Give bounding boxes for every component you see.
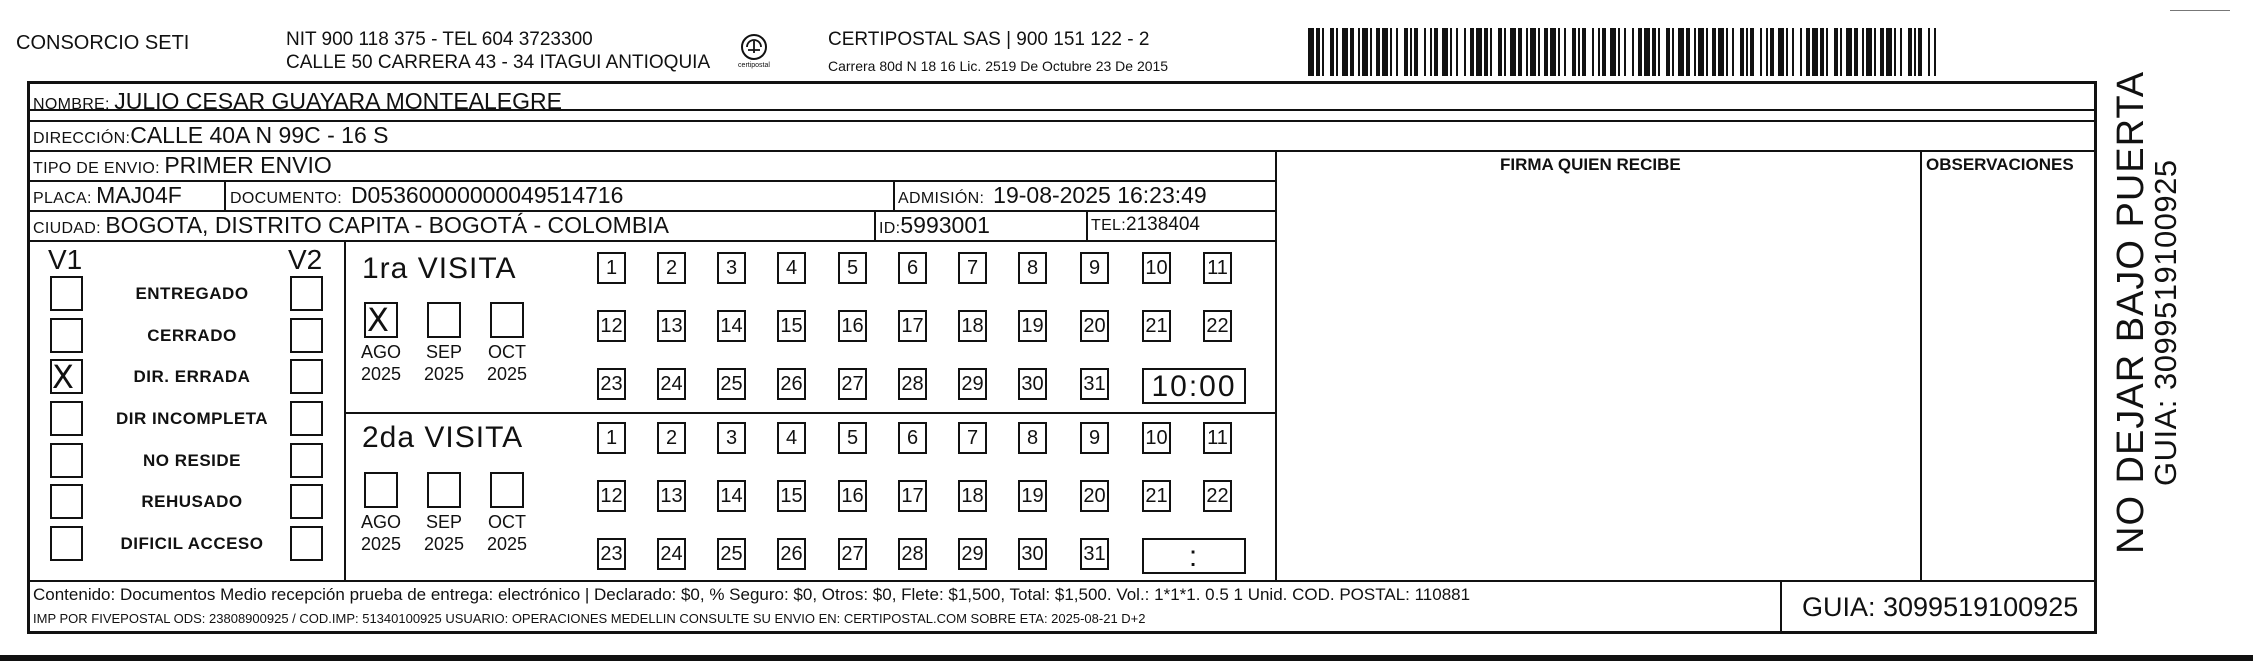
day-box[interactable]: 22 [1203,480,1232,512]
status-option-label: DIR INCOMPLETA [115,409,269,428]
admision-value: 19-08-2025 16:23:49 [993,182,1207,208]
tipo-envio-value: PRIMER ENVIO [164,152,332,178]
id-value: 5993001 [900,212,990,238]
day-box[interactable]: 13 [657,480,686,512]
day-box[interactable]: 14 [717,480,746,512]
side-warning: NO DEJAR BAJO PUERTA [2110,70,2152,554]
day-box[interactable]: 24 [657,368,686,400]
ciudad-field: CIUDAD: BOGOTA, DISTRITO CAPITA - BOGOTÁ - COLOMBIA [33,212,669,238]
day-box[interactable]: 26 [777,538,806,570]
month-checkbox[interactable] [364,472,398,508]
day-box[interactable]: 30 [1018,538,1047,570]
v2-checkbox[interactable] [290,318,323,353]
direccion-field: DIRECCIÓN:CALLE 40A N 99C - 16 S [33,122,389,148]
day-box[interactable]: 4 [777,422,806,454]
day-box[interactable]: 15 [777,480,806,512]
day-box[interactable]: 3 [717,422,746,454]
v2-checkbox[interactable] [290,401,323,436]
certipostal-line: CERTIPOSTAL SAS | 900 151 122 - 2 [828,29,1150,50]
certipostal-logo-icon [732,30,776,74]
day-box[interactable]: 7 [958,252,987,284]
status-option-label: DIR. ERRADA [133,367,251,386]
bottom-rule [0,655,2253,661]
year-label: 2025 [360,534,402,554]
day-box[interactable]: 6 [898,252,927,284]
license-line: Carrera 80d N 18 16 Lic. 2519 De Octubre 23 De 2015 [828,58,1169,74]
status-option-label: NO RESIDE [142,451,242,470]
day-box[interactable]: 28 [898,368,927,400]
day-box[interactable]: 14 [717,310,746,342]
documento-field: DOCUMENTO: D05360000000049514716 [230,182,624,208]
tipo-envio-field: TIPO DE ENVIO: PRIMER ENVIO [33,152,332,178]
year-label: 2025 [486,534,528,554]
v2-checkbox[interactable] [290,276,323,311]
month-checkbox[interactable] [490,302,524,338]
day-box[interactable]: 28 [898,538,927,570]
day-box[interactable]: 23 [597,368,626,400]
logo-caption: certipostal [738,62,770,69]
month-label: OCT [488,512,526,532]
day-box[interactable]: 22 [1203,310,1232,342]
month-checkbox[interactable] [427,472,461,508]
day-box[interactable]: 23 [597,538,626,570]
imp-line: IMP POR FIVEPOSTAL ODS: 23808900925 / COD.IMP: 51340100925 USUARIO: OPERACIONES MEDELLIN CONSULTE SU ENVIO EN: CERTIPOSTAL.COM SOBRE ETA: 2025-08-21 D+2 [33,611,1146,626]
month-label: OCT [488,342,526,362]
day-box[interactable]: 11 [1203,252,1232,284]
firma-header: FIRMA QUIEN RECIBE [1500,155,1681,174]
time-box[interactable]: 10:00 [1142,368,1246,404]
guide-frame [27,81,2097,634]
month-label: AGO [360,342,401,362]
day-box[interactable]: 8 [1018,252,1047,284]
v1-checkbox[interactable] [50,443,83,478]
admision-field: ADMISIÓN: 19-08-2025 16:23:49 [898,182,1207,208]
nombre-field: NOMBRE: JULIO CESAR GUAYARA MONTEALEGRE [33,88,562,114]
day-box[interactable]: 21 [1142,480,1171,512]
tel-value: 2138404 [1126,214,1200,235]
v1-checkbox[interactable] [50,276,83,311]
day-box[interactable]: 24 [657,538,686,570]
day-box[interactable]: 20 [1080,480,1109,512]
nombre-value: JULIO CESAR GUAYARA MONTEALEGRE [114,88,562,114]
v1-check-mark: X [52,358,74,396]
day-box[interactable]: 2 [657,252,686,284]
month-check-mark: X [367,301,389,339]
corner-mark [2170,10,2230,11]
day-box[interactable]: 25 [717,368,746,400]
day-box[interactable]: 1 [597,422,626,454]
month-label: SEP [425,342,463,362]
v2-label: V2 [288,244,323,275]
visit2-title: 2da VISITA [362,421,524,454]
status-option-label: CERRADO [147,326,237,345]
placa-value: MAJ04F [96,182,182,208]
day-box[interactable]: 11 [1203,422,1232,454]
day-box[interactable]: 20 [1080,310,1109,342]
day-box[interactable]: 6 [898,422,927,454]
day-box[interactable]: 18 [958,310,987,342]
status-option-label: DIFICIL ACCESO [120,534,264,553]
day-box[interactable]: 21 [1142,310,1171,342]
day-box[interactable]: 31 [1080,538,1109,570]
day-box[interactable]: 9 [1080,422,1109,454]
day-box[interactable]: 5 [838,422,867,454]
day-box[interactable]: 27 [838,538,867,570]
day-box[interactable]: 12 [597,310,626,342]
day-box[interactable]: 5 [838,252,867,284]
day-box[interactable]: 12 [597,480,626,512]
month-label: SEP [425,512,463,532]
day-box[interactable]: 31 [1080,368,1109,400]
nit-line: NIT 900 118 375 - TEL 604 3723300 [286,29,593,50]
barcode [1308,28,1938,76]
tel-field: TEL:2138404 [1091,214,1200,235]
visit1-title: 1ra VISITA [362,252,517,285]
day-box[interactable]: 10 [1142,422,1171,454]
day-box[interactable]: 16 [838,310,867,342]
day-box[interactable]: 30 [1018,368,1047,400]
company-name: CONSORCIO SETI [16,32,190,54]
v2-checkbox[interactable] [290,526,323,561]
day-box[interactable]: 17 [898,310,927,342]
day-box[interactable]: 25 [717,538,746,570]
day-box[interactable]: 16 [838,480,867,512]
day-box[interactable]: 17 [898,480,927,512]
year-label: 2025 [423,534,465,554]
day-box[interactable]: 3 [717,252,746,284]
day-box[interactable]: 10 [1142,252,1171,284]
v1-checkbox[interactable] [50,318,83,353]
day-box[interactable]: 1 [597,252,626,284]
direccion-value: CALLE 40A N 99C - 16 S [130,122,389,148]
v1-checkbox[interactable] [50,526,83,561]
day-box[interactable]: 27 [838,368,867,400]
month-label: AGO [360,512,401,532]
time-box[interactable]: : [1142,538,1246,574]
day-box[interactable]: 26 [777,368,806,400]
year-label: 2025 [486,364,528,384]
day-box[interactable]: 29 [958,368,987,400]
ciudad-value: BOGOTA, DISTRITO CAPITA - BOGOTÁ - COLOMBIA [105,212,669,238]
v1-label: V1 [48,244,83,275]
v2-checkbox[interactable] [290,359,323,394]
year-label: 2025 [360,364,402,384]
year-label: 2025 [423,364,465,384]
v2-checkbox[interactable] [290,484,323,519]
day-box[interactable]: 18 [958,480,987,512]
v1-checkbox[interactable] [50,401,83,436]
observaciones-header: OBSERVACIONES [1926,155,2074,174]
day-box[interactable]: 19 [1018,310,1047,342]
footer-guia: GUIA: 3099519100925 [1802,592,2079,622]
day-box[interactable]: 15 [777,310,806,342]
id-field: ID:5993001 [879,212,990,238]
day-box[interactable]: 2 [657,422,686,454]
day-box[interactable]: 9 [1080,252,1109,284]
month-checkbox[interactable] [427,302,461,338]
v2-checkbox[interactable] [290,443,323,478]
day-box[interactable]: 13 [657,310,686,342]
documento-value: D05360000000049514716 [350,182,624,208]
address-line: CALLE 50 CARRERA 43 - 34 ITAGUI ANTIOQUIA [286,52,711,73]
status-option-label: REHUSADO [141,492,243,511]
day-box[interactable]: 29 [958,538,987,570]
v1-checkbox[interactable] [50,484,83,519]
status-option-label: ENTREGADO [135,284,249,303]
day-box[interactable]: 8 [1018,422,1047,454]
placa-field: PLACA: MAJ04F [33,182,182,208]
side-guia: GUIA: 3099519100925 [2148,159,2183,486]
contenido-line: Contenido: Documentos Medio recepción prueba de entrega: electrónico | Declarado: $0, % Seguro: $0, Otros: $0, Flete: $1,500, Total: $1,500. Vol.: 1*1*1. 0.5 1 Unid. COD. POSTAL: 110881 [33,585,1471,604]
day-box[interactable]: 19 [1018,480,1047,512]
day-box[interactable]: 7 [958,422,987,454]
day-box[interactable]: 4 [777,252,806,284]
month-checkbox[interactable] [490,472,524,508]
